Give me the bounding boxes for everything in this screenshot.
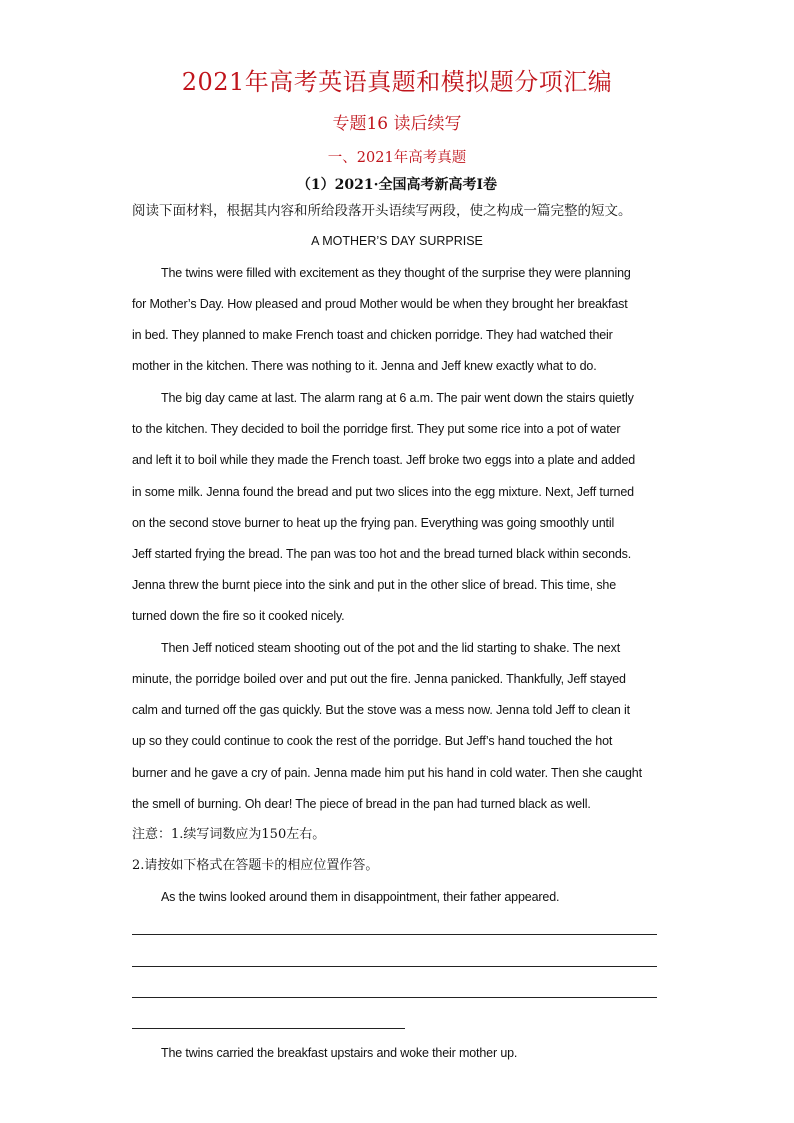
paragraph3-line: Then Jeff noticed steam shooting out of the pot and the lid starting to shake. The next [161, 641, 621, 655]
paragraph1-line: The twins were filled with excitement as they thought of the surprise they were planning [161, 266, 631, 280]
paragraph3-line: the smell of burning. Oh dear! The piece of bread in the pan had turned black as well. [132, 797, 591, 811]
paragraph1-line: for Mother’s Day. How pleased and proud Mother would be when they brought her breakfast [132, 297, 628, 311]
paragraph1-line: mother in the kitchen. There was nothing to it. Jenna and Jeff knew exactly what to do. [132, 359, 597, 373]
answer-line [132, 966, 657, 967]
answer-line [132, 997, 657, 998]
paragraph-start-1: As the twins looked around them in disappointment, their father appeared. [161, 890, 560, 904]
paragraph2-line: on the second stove burner to heat up the frying pan. Everything was going smoothly until [132, 516, 615, 530]
topic-subtitle: 专题16 读后续写 [332, 114, 462, 134]
paragraph2-line: The big day came at last. The alarm rang at 6 a.m. The pair went down the stairs quietly [161, 391, 634, 405]
paragraph3-line: calm and turned off the gas quickly. But the stove was a mess now. Jenna told Jeff to clean it [132, 703, 630, 717]
paragraph2-line: to the kitchen. They decided to boil the porridge first. They put some rice into a pot of water [132, 422, 621, 436]
paragraph2-line: in some milk. Jenna found the bread and put two slices into the egg mixture. Next, Jeff turned [132, 485, 634, 499]
paragraph3-line: minute, the porridge boiled over and put out the fire. Jenna panicked. Thankfully, Jeff stayed [132, 672, 626, 686]
paragraph2-line: and left it to boil while they made the French toast. Jeff broke two eggs into a plate and added [132, 453, 636, 467]
answer-line [132, 934, 657, 935]
paragraph3-line: burner and he gave a cry of pain. Jenna made him put his hand in cold water. Then she caught [132, 766, 642, 780]
paragraph2-line: Jeff started frying the bread. The pan was too hot and the bread turned black within seconds. [132, 547, 632, 561]
task-instruction: 阅读下面材料，根据其内容和所给段落开头语续写两段，使之构成一篇完整的短文。 [132, 203, 632, 219]
paragraph1-line: in bed. They planned to make French toast and chicken porridge. They had watched their [132, 328, 613, 342]
document-title: 2021年高考英语真题和模拟题分项汇编 [181, 68, 613, 96]
paragraph-start-2: The twins carried the breakfast upstairs and woke their mother up. [161, 1046, 518, 1060]
exam-heading: （1）2021·全国高考新高考Ⅰ卷 [296, 177, 498, 193]
paragraph2-line: Jenna threw the burnt piece into the sink and put in the other slice of bread. This time, she [132, 578, 617, 592]
section-heading: 一、2021年高考真题 [327, 150, 467, 166]
answer-line [132, 1028, 405, 1029]
note-format: 2.请按如下格式在答题卡的相应位置作答。 [132, 858, 379, 873]
passage-title: A MOTHER’S DAY SURPRISE [311, 234, 483, 248]
paragraph3-line: up so they could continue to cook the rest of the porridge. But Jeff’s hand touched the hot [132, 734, 613, 748]
note-word-count: 注意：1.续写词数应为150左右。 [132, 827, 326, 842]
paragraph2-line: turned down the fire so it cooked nicely. [132, 609, 345, 623]
